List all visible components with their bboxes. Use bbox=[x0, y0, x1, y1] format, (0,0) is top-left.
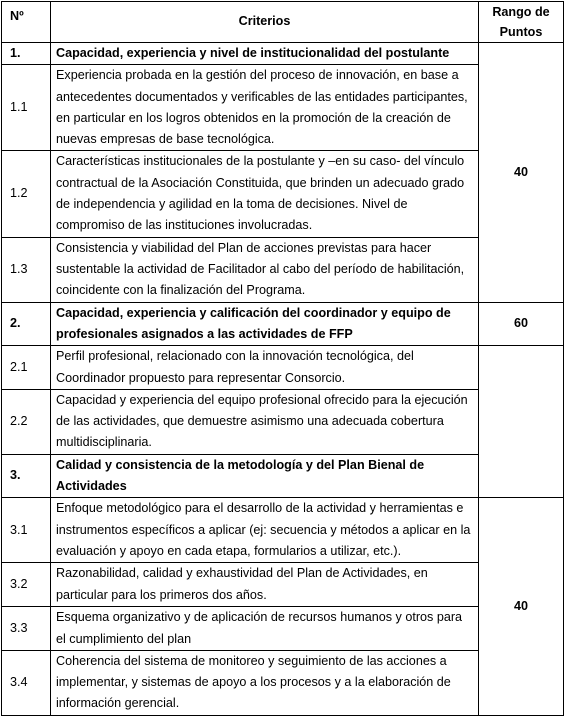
row-num: 3.4 bbox=[2, 650, 51, 715]
criterion-text: Experiencia probada en la gestión del proceso de innovación, en base a antecedentes documentados y verificables de las entidades participantes, en particular en los logros obtenidos en la promoción de la creación de nuevas empresas de base tecnológica. bbox=[51, 65, 479, 151]
criterion-row bbox=[2, 346, 564, 390]
row-num: 3. bbox=[2, 454, 51, 498]
section-row-1 bbox=[2, 43, 564, 65]
criterion-text: Capacidad y experiencia del equipo profesional ofrecido para la ejecución de las actividades, que demuestre asimismo una adecuada cobertura multidisciplinaria. bbox=[51, 389, 479, 454]
header-criterios: Criterios bbox=[51, 2, 479, 43]
criterion-text: Perfil profesional, relacionado con la innovación tecnológica, del Coordinador propuesto para representar Consorcio. bbox=[51, 346, 479, 390]
header-row bbox=[2, 2, 564, 43]
criterion-row bbox=[2, 498, 564, 563]
points-blank bbox=[479, 346, 564, 498]
criterion-text: Razonabilidad, calidad y exhaustividad del Plan de Actividades, en particular para los primeros dos años. bbox=[51, 563, 479, 607]
row-num: 3.3 bbox=[2, 607, 51, 651]
criterion-text: Coherencia del sistema de monitoreo y seguimiento de las acciones a implementar, y sistemas de apoyo a los procesos y a la elaboración de información gerencial. bbox=[51, 650, 479, 715]
header-num: Nº bbox=[2, 2, 51, 43]
row-num: 3.2 bbox=[2, 563, 51, 607]
section-row-2 bbox=[2, 302, 564, 346]
row-num: 1.3 bbox=[2, 237, 51, 302]
row-num: 3.1 bbox=[2, 498, 51, 563]
section-title: Calidad y consistencia de la metodología y del Plan Bienal de Actividades bbox=[51, 454, 479, 498]
criterion-text: Enfoque metodológico para el desarrollo de la actividad y herramientas e instrumentos específicos a aplicar (ej: secuencia y métodos a aplicar en la evaluación y apoyo en cada etapa, formularios a utilizar, etc.). bbox=[51, 498, 479, 563]
points-section-3: 40 bbox=[479, 498, 564, 715]
points-section-2: 60 bbox=[479, 302, 564, 346]
section-title: Capacidad, experiencia y nivel de institucionalidad del postulante bbox=[51, 43, 479, 65]
criterion-text: Esquema organizativo y de aplicación de recursos humanos y otros para el cumplimiento del plan bbox=[51, 607, 479, 651]
criterion-text: Características institucionales de la postulante y –en su caso- del vínculo contractual de la Asociación Constituida, que brinden un adecuado grado de independencia y agilidad en la toma de decisiones. Nivel de compromiso de las instituciones involucradas. bbox=[51, 151, 479, 237]
row-num: 2.1 bbox=[2, 346, 51, 390]
row-num: 2.2 bbox=[2, 389, 51, 454]
header-rango: Rango de Puntos bbox=[479, 2, 564, 43]
row-num: 1.1 bbox=[2, 65, 51, 151]
criterion-text: Consistencia y viabilidad del Plan de acciones previstas para hacer sustentable la actividad de Facilitador al cabo del período de habilitación, coincidente con la finalización del Programa. bbox=[51, 237, 479, 302]
points-section-1: 40 bbox=[479, 43, 564, 303]
row-num: 1. bbox=[2, 43, 51, 65]
row-num: 2. bbox=[2, 302, 51, 346]
row-num: 1.2 bbox=[2, 151, 51, 237]
criteria-table bbox=[1, 1, 564, 716]
section-title: Capacidad, experiencia y calificación del coordinador y equipo de profesionales asignados a las actividades de FFP bbox=[51, 302, 479, 346]
